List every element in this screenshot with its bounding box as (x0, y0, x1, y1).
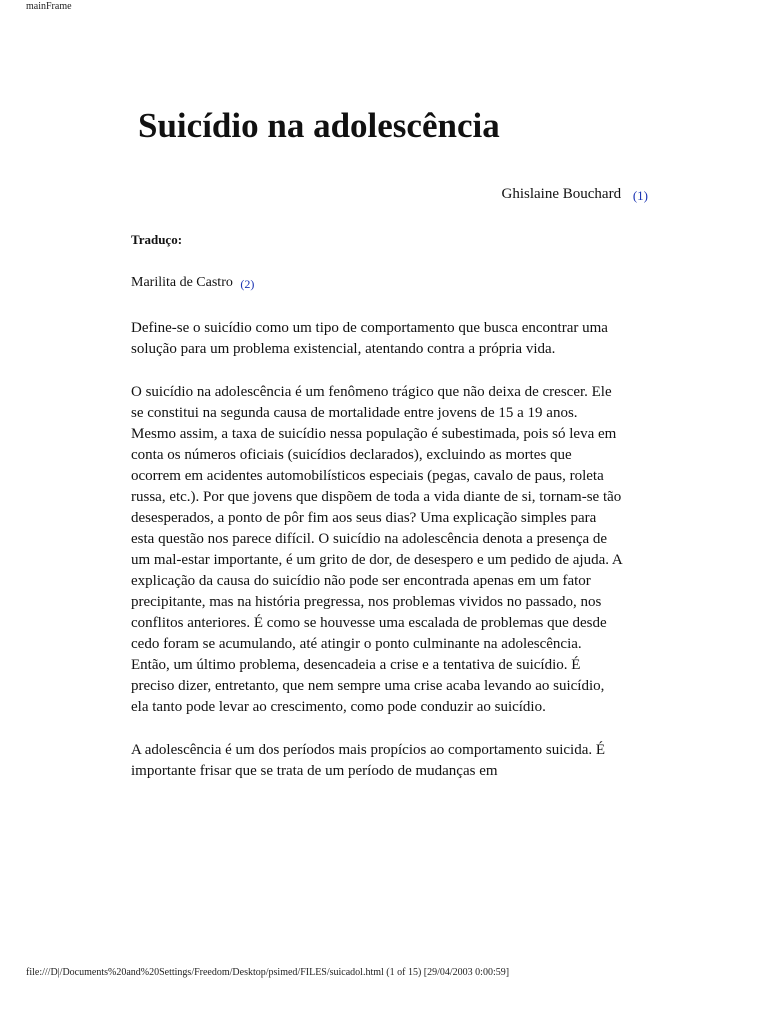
paragraph-adolescence: A adolescência é um dos períodos mais propícios ao comportamento suicida. É importante frisar que se trata de um período de mudanças em (131, 742, 606, 779)
frame-label: mainFrame (26, 1, 72, 12)
author-line (502, 184, 648, 204)
paragraph-phenomenon: O suicídio na adolescência é um fenômeno trágico que não deixa de crescer. Ele se constitui na segunda causa de mortalidade entre jovens de 15 a 19 anos. Mesmo assim, a taxa de suicídio nessa população é subestimada, pois só leva em conta os números oficiais (suicídios declarados), excluindo as mortes que ocorrem em acidentes automobilísticos especiais (pegas, cavalo de paus, roleta russa, etc.). Por que jovens que dispõem de toda a vida diante de si, tornam-se tão desesperados, a ponto de pôr fim aos seus dias? Uma explicação simples para esta questão nos parece difícil. O suicídio na adolescência denota a presença de um mal-estar importante, é um grito de dor, de desespero e um pedido de ajuda. A explicação da causa do suicídio não pode ser encontrada apenas em um fator precipitante, mas na história pregressa, nos problemas vividos no passado, nos conflitos anteriores. É como se houvesse uma escalada de problemas que desde cedo foram se acumulando, até atingir o ponto culminante na adolescência. Então, um último problema, desencadeia a crise e a tentativa de suicídio. É preciso dizer, entretanto, que nem sempre uma crise acaba levando ao suicídio, ela tanto pode levar ao crescimento, como pode conduzir ao suicídio. (131, 384, 622, 715)
translator-line (131, 275, 254, 291)
translator-footnote-link[interactable]: (2) (240, 277, 255, 291)
paragraph-definition: Define-se o suicídio como um tipo de comportamento que busca encontrar uma solução para um problema existencial, atentando contra a própria vida. (131, 320, 608, 357)
author-name: Ghislaine Bouchard (501, 186, 622, 202)
page-title: Suicídio na adolescência (138, 106, 500, 145)
translation-label: Traduço: (131, 232, 183, 247)
page-footer: file:///D|/Documents%20and%20Settings/Freedom/Desktop/psimed/FILES/suicadol.html (1 of 15) [29/04/2003 0:00:59] (26, 967, 510, 978)
author-footnote-link[interactable]: (1) (632, 188, 648, 203)
article-body (131, 318, 623, 804)
translator-name: Marilita de Castro (131, 275, 233, 290)
